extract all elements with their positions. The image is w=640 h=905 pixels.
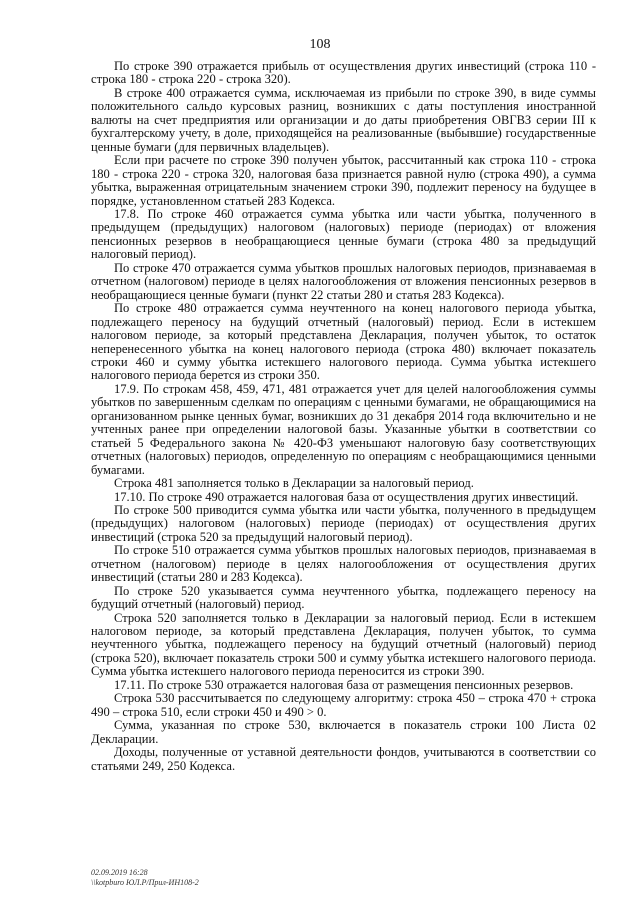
paragraph: В строке 400 отражается сумма, исключаемая из прибыли по строке 390, в виде суммы положительного сальдо курсовых разниц, возникших с даты поступления иностранной валюты на счет предприятия или организации и до даты приобретения ОВГВЗ серии III к бухгалтерскому учету, в доле, приходящейся на реализованные (выбывшие) государственные ценные бумаги (для первичных владельцев). [91, 85, 596, 154]
paragraph: 17.9. По строкам 458, 459, 471, 481 отражается учет для целей налогообложения суммы убытков по завершенным сделкам по операциям с ценными бумагами, не обращающимися на организованном рынке ценных бумаг, возникших до 31 декабря 2014 года включительно и не учтенных ранее при определении налоговой базы. Указанные убытки в соответствии со статьей 5 Федерального закона № 420-ФЗ уменьшают налоговую базу соответствующих отчетных (налоговых) периодов, определенную по операциям с необращающимися ценными бумагами. [91, 381, 596, 477]
paragraph: По строке 390 отражается прибыль от осуществления других инвестиций (строка 110 - строка 180 - строка 220 - строка 320). [91, 59, 596, 87]
paragraph: Доходы, полученные от уставной деятельности фондов, учитываются в соответствии со статьями 249, 250 Кодекса. [91, 745, 596, 773]
paragraph: По строке 500 приводится сумма убытка или части убытка, полученного в предыдущем (предыдущих) налоговом (налоговых) периоде (периодах) от осуществления других инвестиций (строка 520 за предыдущий налоговый период). [91, 502, 596, 544]
paragraph: По строке 510 отражается сумма убытков прошлых налоговых периодов, признаваемая в отчетном (налоговом) периоде в целях налогообложения от осуществления других инвестиций (статьи 280 и 283 Кодекса). [91, 543, 596, 585]
page-number: 108 [309, 37, 331, 52]
paragraph: Строка 520 заполняется только в Декларации за налоговый период. Если в истекшем налоговом периоде, за который представлена Декларация, получен убыток, то сумма неучтенного убытка, подлежащего переносу на будущий отчетный (налоговый) период (строка 520), включает показатель строки 500 и сумму убытка истекшего налогового периода. Сумма убытка истекшего налогового периода переносится из строки 390. [91, 610, 596, 679]
paragraph: 17.10. По строке 490 отражается налоговая база от осуществления других инвестиций. [114, 489, 579, 504]
footer-file-path: \\kotpburo ЮЛ.Р/Прил-ИН108-2 [91, 878, 199, 887]
document-body [91, 60, 596, 773]
paragraph: Сумма, указанная по строке 530, включается в показатель строки 100 Листа 02 Декларации. [91, 718, 596, 746]
paragraph: По строке 480 отражается сумма неучтенного на конец налогового периода убытка, подлежащего переносу на будущий отчетный (налоговый) период. Если в истекшем налоговом периоде, за который представлена Декларация, получен убыток, то остаток неперенесенного убытка на конец налогового периода (строка 480) включает показатель строки 460 и сумму убытка истекшего налогового периода. Сумма убытка истекшего налогового периода берется из строки 350. [91, 301, 596, 383]
paragraph: 17.11. По строке 530 отражается налоговая база от размещения пенсионных резервов. [114, 677, 574, 692]
paragraph: По строке 520 указывается сумма неучтенного убытка, подлежащего переносу на будущий отчетный (налоговый) период. [91, 583, 596, 612]
footer-timestamp: 02.09.2019 16:28 [91, 868, 148, 877]
paragraph: По строке 470 отражается сумма убытков прошлых налоговых периодов, признаваемая в отчетном (налоговом) периоде в целях налогообложения от вложения пенсионных резервов в необращающиеся ценные бумаги (пункт 22 статьи 280 и статья 283 Кодекса). [91, 260, 596, 302]
footer [91, 868, 199, 888]
paragraph: Строка 481 заполняется только в Декларации за налоговый период. [114, 476, 474, 491]
paragraph: Строка 530 рассчитывается по следующему алгоритму: строка 450 – строка 470 + строка 490 – строка 510, если строки 450 и 490 > 0. [91, 691, 596, 719]
paragraph: 17.8. По строке 460 отражается сумма убытка или части убытка, полученного в предыдущем (предыдущих) налоговом (налоговых) периоде (периодах) от вложения пенсионных резервов в необращающиеся ценные бумаги (строка 480 за предыдущий налоговый период). [91, 206, 596, 262]
paragraph: Если при расчете по строке 390 получен убыток, рассчитанный как строка 110 - строка 180 - строка 220 - строка 320, налоговая база признается равной нулю (строка 490), а сумма убытка, выраженная отрицательным значением строки 390, подлежит переносу на будущее в порядке, установленном статьей 283 Кодекса. [91, 153, 596, 208]
